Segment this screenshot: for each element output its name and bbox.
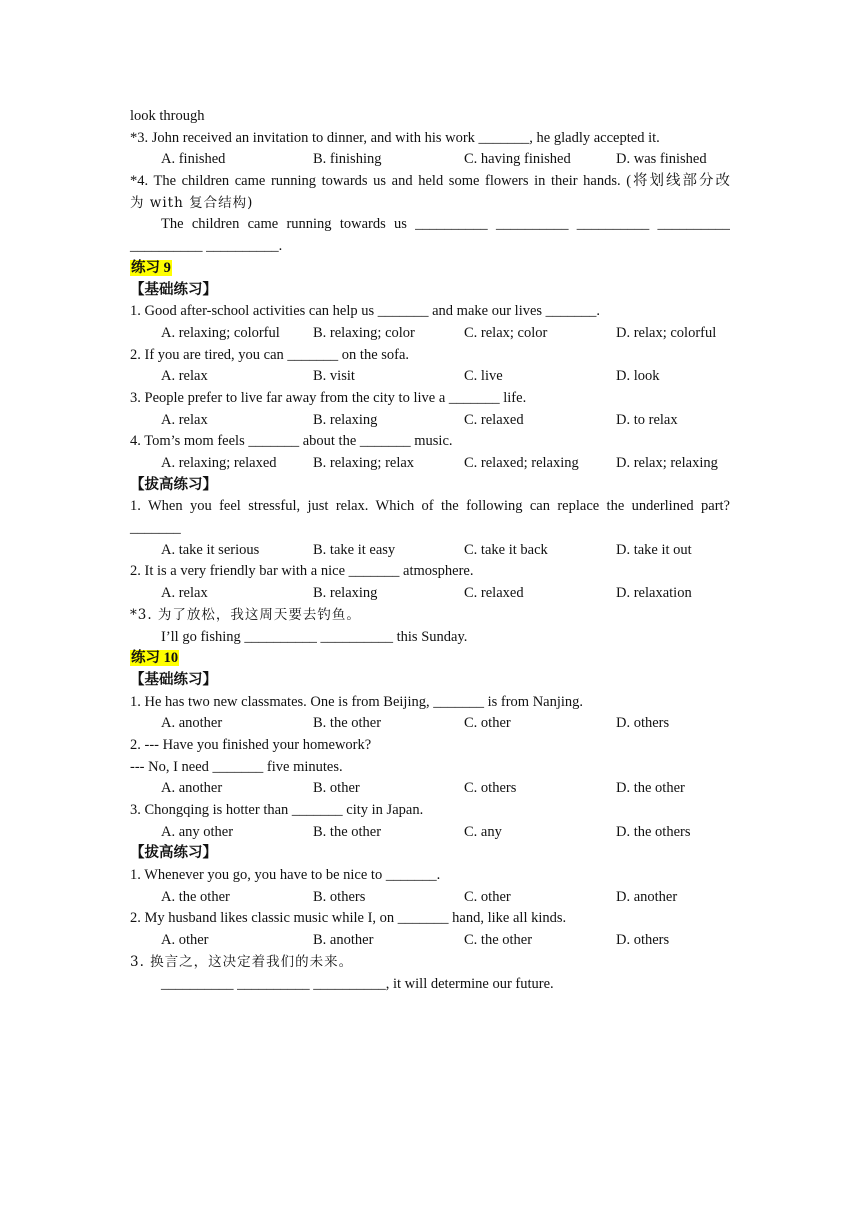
option: A. the other	[161, 888, 230, 905]
answer-options	[130, 778, 730, 800]
option: C. other	[464, 888, 511, 905]
text-line: 2. --- Have you finished your homework?	[130, 736, 372, 753]
exercise-heading	[130, 648, 730, 670]
answer-options	[130, 822, 730, 844]
text-line: 4. Tom’s mom feels _______ about the _______ music.	[130, 433, 453, 450]
answer-options	[130, 583, 730, 605]
text-line: --- No, I need _______ five minutes.	[130, 758, 343, 775]
option: D. relax; relaxing	[616, 455, 718, 471]
option: D. others	[616, 932, 670, 949]
answer-options	[130, 930, 730, 952]
highlighted-heading: 练习 9	[131, 259, 171, 276]
text-line: 1. When you feel stressful, just relax. Which of the following can replace the underlined part?	[130, 498, 730, 515]
text-line: 3. 换言之，这决定着我们的未来。	[130, 953, 354, 970]
section-heading: 【拔高练习】	[130, 476, 217, 493]
exercise-heading	[130, 258, 730, 280]
option: C. relaxed; relaxing	[464, 455, 579, 471]
option: C. other	[464, 715, 511, 732]
option: C. others	[464, 780, 517, 797]
option: D. others	[616, 715, 670, 732]
worksheet-page	[130, 106, 730, 995]
answer-options	[130, 540, 730, 562]
option: D. the other	[616, 780, 685, 797]
text-line: __________ __________ __________, it will determine our future.	[161, 975, 554, 992]
option: C. live	[464, 368, 503, 385]
option: A. take it serious	[161, 541, 260, 558]
text-line: _______	[130, 520, 181, 537]
text-line: 为 with 复合结构)	[130, 194, 254, 211]
text-line: 1. Good after-school activities can help us _______ and make our lives _______.	[130, 303, 601, 320]
text-line: 2. My husband likes classic music while I, on _______ hand, like all kinds.	[130, 910, 567, 927]
option: A. relaxing; colorful	[161, 324, 280, 341]
option: D. look	[616, 368, 660, 385]
section-heading: 【基础练习】	[130, 281, 217, 298]
option: D. to relax	[616, 411, 678, 428]
option: D. relaxation	[616, 585, 692, 602]
text-line: 3. People prefer to live far away from the city to live a _______ life.	[130, 389, 527, 406]
option: C. take it back	[464, 541, 548, 558]
option: A. relax	[161, 368, 208, 385]
answer-options	[130, 149, 730, 171]
text-line: 2. It is a very friendly bar with a nice _______ atmosphere.	[130, 563, 474, 580]
text-line: *3. John received an invitation to dinner, and with his work _______, he gladly accepted it.	[130, 129, 660, 146]
text-line: *3. 为了放松，我这周天要去钓鱼。	[130, 606, 361, 623]
option: D. relax; colorful	[616, 324, 717, 341]
option: D. the others	[616, 823, 691, 840]
answer-options	[130, 887, 730, 909]
option: C. the other	[464, 932, 533, 949]
option: A. any other	[161, 823, 234, 840]
option: A. relax	[161, 411, 208, 428]
option: A. another	[161, 780, 223, 797]
option: B. the other	[313, 823, 382, 840]
answer-options	[130, 453, 730, 475]
option: B. the other	[313, 715, 382, 732]
option: A. finished	[161, 151, 226, 168]
option: B. relaxing; color	[313, 324, 415, 341]
text-line: 2. If you are tired, you can _______ on the sofa.	[130, 346, 410, 363]
section-heading: 【基础练习】	[130, 671, 217, 688]
option: B. relaxing; relax	[313, 455, 415, 471]
option: C. relax; color	[464, 324, 548, 341]
option: D. take it out	[616, 541, 692, 558]
option: C. relaxed	[464, 411, 524, 428]
text-line: 1. Whenever you go, you have to be nice to _______.	[130, 867, 441, 884]
answer-options	[130, 366, 730, 388]
option: A. another	[161, 715, 223, 732]
option: B. other	[313, 780, 360, 797]
option: C. relaxed	[464, 585, 524, 602]
option: A. relax	[161, 585, 208, 602]
option: B. others	[313, 888, 366, 905]
option: B. visit	[313, 368, 355, 385]
highlighted-heading: 练习 10	[131, 650, 179, 667]
section-heading: 【拔高练习】	[130, 845, 217, 862]
answer-options	[130, 713, 730, 735]
text-line: look through	[130, 108, 205, 124]
option: A. relaxing; relaxed	[161, 455, 277, 471]
text-line: 3. Chongqing is hotter than _______ city in Japan.	[130, 802, 424, 818]
answer-options	[130, 410, 730, 432]
option: D. was finished	[616, 151, 707, 168]
text-line: __________ __________.	[130, 238, 283, 255]
text-line: *4. The children came running towards us and held some flowers in their hands. (将划线部分改	[130, 173, 730, 190]
option: C. having finished	[464, 151, 571, 168]
option: B. another	[313, 932, 374, 949]
option: D. another	[616, 888, 678, 905]
option: B. finishing	[313, 151, 382, 168]
text-line: 1. He has two new classmates. One is from Beijing, _______ is from Nanjing.	[130, 693, 584, 710]
option: B. relaxing	[313, 585, 378, 602]
option: B. relaxing	[313, 411, 378, 428]
option: C. any	[464, 823, 502, 840]
answer-options	[130, 323, 730, 345]
text-line: The children came running towards us __________ __________ __________ __________	[161, 216, 730, 233]
text-line: I’ll go fishing __________ __________ this Sunday.	[161, 628, 468, 645]
option: A. other	[161, 932, 209, 949]
option: B. take it easy	[313, 541, 396, 558]
